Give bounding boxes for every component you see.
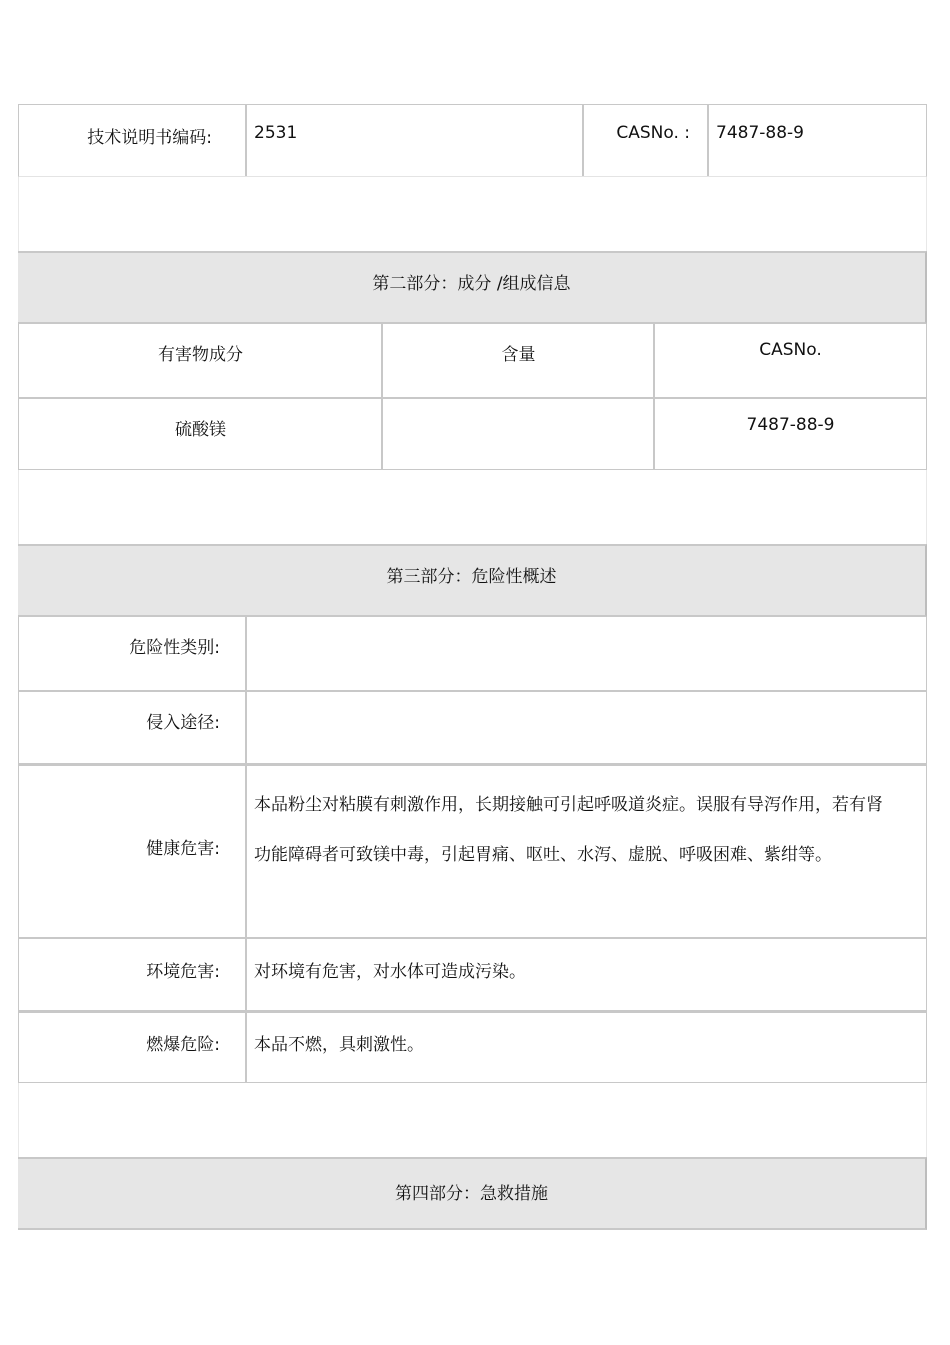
row-label: 环境危害: <box>146 962 220 982</box>
environment-hazard-row <box>18 937 927 1010</box>
header-row <box>18 104 927 177</box>
health-hazard-row <box>18 763 927 937</box>
row-label-cell <box>19 617 246 690</box>
row-value: 对环境有危害，对水体可造成污染。 <box>254 962 526 982</box>
cas-number: 7487-88-9 <box>746 415 835 435</box>
cas-label-cell <box>582 105 708 176</box>
row-label: 燃爆危险: <box>146 1035 220 1055</box>
content-cell <box>381 399 654 469</box>
cas-label: CASNo. : <box>616 123 690 143</box>
fire-explosion-row <box>18 1010 927 1083</box>
part3-heading <box>18 544 927 617</box>
column-header-label: 含量 <box>501 345 536 365</box>
spacer <box>18 470 927 544</box>
row-value: 本品不燃，具刺激性。 <box>254 1035 424 1055</box>
part4-title: 第四部分：急救措施 <box>395 1184 548 1204</box>
part2-heading <box>18 251 927 324</box>
table-row <box>18 397 927 470</box>
column-header-content <box>381 324 654 397</box>
cas-value: 7487-88-9 <box>716 123 804 143</box>
part2-column-header <box>18 324 927 397</box>
part3-title: 第三部分：危险性概述 <box>386 567 557 587</box>
component-cell <box>19 399 382 469</box>
msds-sheet <box>18 104 927 1230</box>
hazard-category-row <box>18 617 927 690</box>
row-label-cell <box>19 1013 246 1082</box>
column-header-cas <box>653 324 926 397</box>
row-label: 危险性类别: <box>129 638 220 658</box>
exposure-route-row <box>18 690 927 763</box>
column-header-component <box>19 324 382 397</box>
row-value-cell <box>245 1013 926 1082</box>
code-value-cell <box>245 105 583 176</box>
code-label-cell <box>19 105 246 176</box>
column-header-label: CASNo. <box>759 340 822 360</box>
part2-title: 第二部分：成分 /组成信息 <box>372 274 571 294</box>
row-label-cell <box>19 939 246 1010</box>
cas-value-cell <box>707 105 926 176</box>
row-label: 侵入途径: <box>146 713 220 733</box>
row-value-cell <box>245 939 926 1010</box>
cas-cell <box>653 399 926 469</box>
component-name: 硫酸镁 <box>175 420 226 440</box>
row-value-cell <box>245 617 926 690</box>
spacer <box>18 177 927 251</box>
code-value: 2531 <box>254 123 298 143</box>
column-header-label: 有害物成分 <box>158 345 243 365</box>
part4-heading <box>18 1157 927 1230</box>
code-label: 技术说明书编码: <box>87 128 212 148</box>
row-label-cell <box>19 692 246 763</box>
spacer <box>18 1083 927 1157</box>
row-label-cell <box>19 766 246 937</box>
row-label: 健康危害: <box>146 839 220 859</box>
row-value-cell <box>245 692 926 763</box>
health-hazard-text: 本品粉尘对粘膜有刺激作用，长期接触可引起呼吸道炎症。误服有导泻作用，若有肾功能障碍者可致镁中毒，引起胃痛、呕吐、水泻、虚脱、呼吸困难、紫绀等。 <box>254 795 883 865</box>
row-value-cell <box>245 766 926 937</box>
